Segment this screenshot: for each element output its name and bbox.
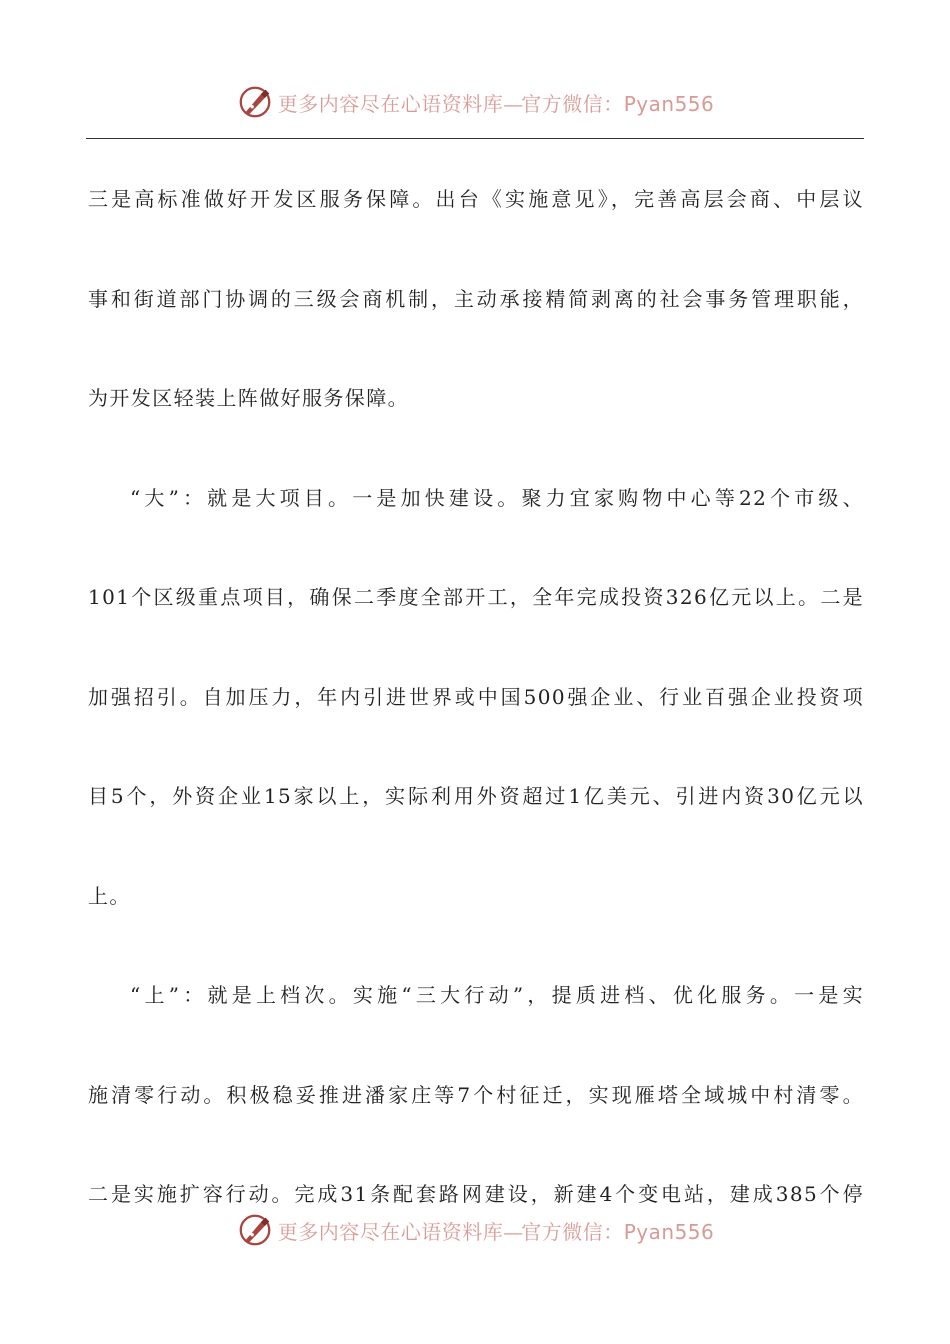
body-line: “大”：就是大项目。一是加快建设。聚力宜家购物中心等22个市级、 (130, 485, 864, 510)
body-line: “上”：就是上档次。实施“三大行动”，提质进档、优化服务。一是实 (130, 983, 864, 1007)
banner-wechat-label: 官方微信： (521, 1219, 624, 1244)
header-rule (86, 138, 864, 139)
banner-wechat-id: Pyan556 (623, 1219, 715, 1244)
pen-nib-logo-icon (236, 1211, 274, 1249)
banner-text (278, 88, 715, 117)
body-line: 三是高标准做好开发区服务保障。出台《实施意见》，完善高层会商、中层议 (88, 187, 864, 211)
header-banner (0, 82, 950, 122)
document-body (88, 150, 864, 1245)
body-line: 为开发区轻装上阵做好服务保障。 (88, 386, 409, 410)
footer-banner (0, 1210, 950, 1250)
body-line: 事和街道部门协调的三级会商机制，主动承接精简剥离的社会事务管理职能， (88, 286, 864, 311)
banner-separator: — (503, 91, 522, 116)
body-line: 上。 (88, 883, 131, 908)
banner-separator: — (503, 1219, 522, 1244)
banner-text (278, 1216, 715, 1245)
banner-title: 更多内容尽在心语资料库 (277, 1219, 504, 1244)
body-line: 施清零行动。积极稳妥推进潘家庄等7个村征迁，实现雁塔全域城中村清零。 (88, 1082, 864, 1107)
banner-title: 更多内容尽在心语资料库 (277, 91, 504, 116)
body-line: 101个区级重点项目，确保二季度全部开工，全年完成投资326亿元以上。二是 (88, 585, 864, 609)
banner-wechat-label: 官方微信： (521, 91, 624, 116)
body-line: 二是实施扩容行动。完成31条配套路网建设，新建4个变电站，建成385个停 (88, 1182, 864, 1206)
body-line: 目5个，外资企业15家以上，实际利用外资超过1亿美元、引进内资30亿元以 (88, 784, 864, 808)
banner-wechat-id: Pyan556 (623, 91, 715, 116)
pen-nib-logo-icon (236, 83, 274, 121)
body-line: 加强招引。自加压力，年内引进世界或中国500强企业、行业百强企业投资项 (88, 684, 864, 709)
